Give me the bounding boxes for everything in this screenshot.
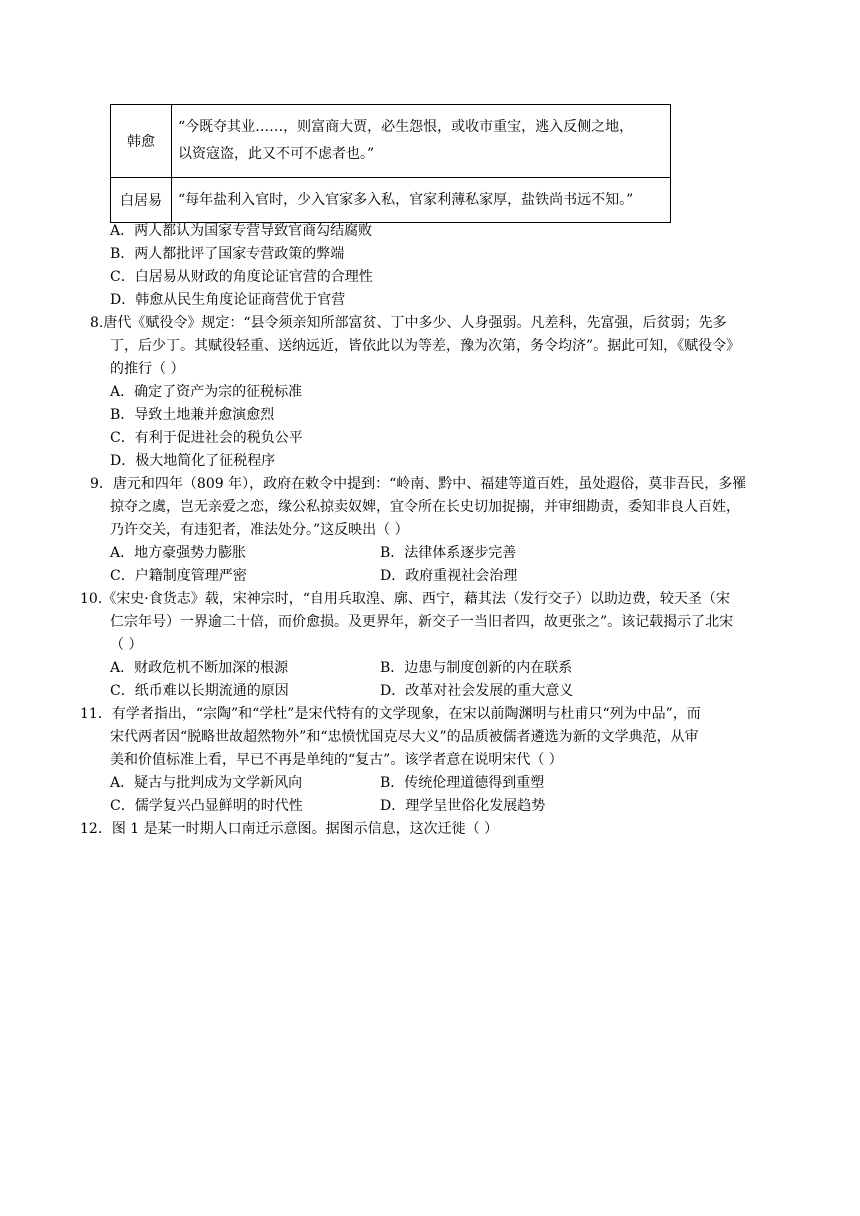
quote-line: “每年盐利入官时，少入官家多入私，官家利薄私家厚，盐铁尚书远不知。”	[178, 191, 634, 208]
q11-stem-line: 11．有学者指出，“宗陶”和“学杜”是宋代特有的文学现象，在宋以前陶渊明与杜甫只“列为中品”，而	[80, 706, 701, 722]
q11-option-d: D．理学呈世俗化发展趋势	[380, 798, 546, 814]
q8-stem-line: 的推行（ ）	[110, 361, 185, 377]
q7-option-d: D．韩愈从民生角度论证商营优于官营	[110, 292, 346, 308]
q10-stem-line: 10.《宋史·食货志》载，宋神宗时，“自用兵取湟、廓、西宁，藉其法（发行交子）以助边费，较天圣（宋	[80, 591, 730, 607]
q10-option-b: B．边患与制度创新的内在联系	[380, 660, 573, 676]
table-row	[111, 178, 671, 223]
q9-option-d: D．政府重视社会治理	[380, 568, 518, 584]
q11-option-a: A．疑古与批判成为文学新风向	[110, 775, 303, 791]
q9-stem-line: 乃许交关，有违犯者，准法处分。”这反映出（ ）	[110, 522, 409, 538]
author-cell: 韩愈	[111, 105, 172, 178]
q9-stem-line: 掠夺之虞，岂无亲爱之恋，缘公私掠卖奴婢，宜令所在长史切加捉搦，并审细勘责，委知非良人百姓，	[110, 499, 740, 515]
q8-stem-line: 丁，后少丁。其赋役轻重、送纳远近，皆依此以为等差，豫为次第，务令均济”。据此可知，《赋役令》	[110, 338, 741, 354]
q7-option-b: B．两人都批评了国家专营政策的弊端	[110, 246, 345, 262]
quote-line: 以资寇盗，此又不可不虑者也。”	[178, 146, 375, 162]
table-row	[111, 105, 671, 178]
quote-line: “今既夺其业……，则富商大贾，必生怨恨，或收市重宝，逃入反侧之地，	[178, 119, 634, 135]
q11-stem-line: 美和价值标准上看，早已不再是单纯的“复古”。该学者意在说明宋代（ ）	[110, 752, 563, 768]
quote-cell	[172, 105, 671, 178]
q9-option-b: B．法律体系逐步完善	[380, 545, 517, 561]
q12-stem-line: 12．图 1 是某一时期人口南迁示意图。据图示信息，这次迁徙（ ）	[80, 821, 499, 837]
q7-option-c: C．白居易从财政的角度论证官营的合理性	[110, 269, 373, 285]
quote-cell	[172, 178, 671, 223]
q8-option-a: A．确定了资产为宗的征税标准	[110, 384, 303, 400]
q8-option-c: C．有利于促进社会的税负公平	[110, 430, 303, 446]
q10-option-a: A．财政危机不断加深的根源	[110, 660, 289, 676]
q10-option-d: D．改革对社会发展的重大意义	[380, 683, 574, 699]
q9-stem-line: 9．唐元和四年（809 年），政府在敕令中提到：“岭南、黔中、福建等道百姓，虽处遐俗，莫非吾民，多罹	[90, 476, 747, 492]
q8-option-d: D．极大地简化了征税程序	[110, 453, 276, 469]
q10-stem-line: （ ）	[110, 637, 143, 653]
q11-option-b: B．传统伦理道德得到重塑	[380, 775, 545, 791]
q8-option-b: B．导致土地兼并愈演愈烈	[110, 407, 275, 423]
q11-stem-line: 宋代两者因“脱略世故超然物外”和“忠愤忧国克尽大义”的品质被儒者遴选为新的文学典范，从审	[110, 729, 699, 745]
q8-stem-line: 8.唐代《赋役令》规定：“县令须亲知所部富贫、丁中多少、人身强弱。凡差科，先富强，后贫弱；先多	[90, 315, 727, 331]
q10-stem-line: 仁宗年号）一界逾二十倍，而价愈损。及更界年，新交子一当旧者四，故更张之”。该记载揭示了北宋	[110, 614, 734, 630]
q11-option-c: C．儒学复兴凸显鲜明的时代性	[110, 798, 303, 814]
q9-option-a: A．地方豪强势力膨胀	[110, 545, 247, 561]
q7-option-a: A．两人都认为国家专营导致官商勾结腐败	[110, 223, 373, 239]
author-cell: 白居易	[111, 178, 172, 223]
q10-option-c: C．纸币难以长期流通的原因	[110, 683, 289, 699]
quote-table	[110, 104, 671, 223]
q9-option-c: C．户籍制度管理严密	[110, 568, 247, 584]
